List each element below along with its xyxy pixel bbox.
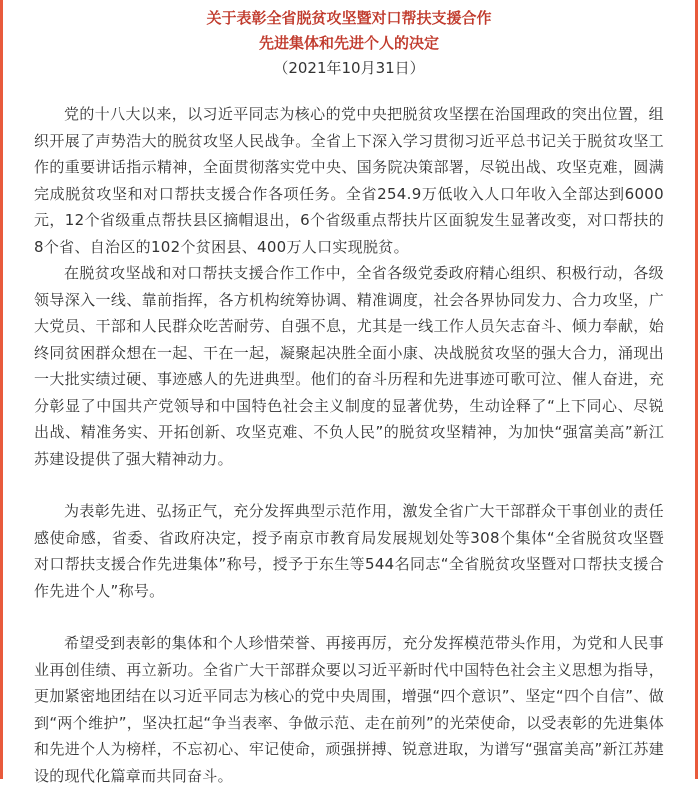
document-title: [34, 0, 664, 56]
paragraph-gap: [34, 472, 664, 498]
paragraph-4: 希望受到表彰的集体和个人珍惜荣誉、再接再厉，充分发挥模范带头作用，为党和人民事业再创佳绩、再立新功。全省广大干部群众要以习近平新时代中国特色社会主义思想为指导，更加紧密地团结在以习近平同志为核心的党中央周围，增强“四个意识”、坚定“四个自信”、做到“两个维护”，坚决扛起“争当表率、争做示范、走在前列”的光荣使命，以受表彰的先进集体和先进个人为榜样，不忘初心、牢记使命，顽强拼搏、锐意进取，为谱写“强富美高”新江苏建设的现代化篇章而共同奋斗。: [34, 634, 664, 785]
paragraph-gap: [34, 604, 664, 630]
paragraph-1: 党的十八大以来，以习近平同志为核心的党中央把脱贫攻坚摆在治国理政的突出位置，组织开展了声势浩大的脱贫攻坚人民战争。全省上下深入学习贯彻习近平总书记关于脱贫攻坚工作的重要讲话指示精神，全面贯彻落实党中央、国务院决策部署，尽锐出战、攻坚克难，圆满完成脱贫攻坚和对口帮扶支援合作各项任务。全省254.9万低收入人口年收入全部达到6000元，12个省级重点帮扶县区摘帽退出，6个省级重点帮扶片区面貌发生显著改变，对口帮扶的8个省、自治区的102个贫困县、400万人口实现脱贫。: [34, 105, 664, 256]
document: [34, 0, 664, 789]
paragraph-2: 在脱贫攻坚战和对口帮扶支援合作工作中，全省各级党委政府精心组织、积极行动，各级领导深入一线、靠前指挥，各方机构统筹协调、精准调度，社会各界协同发力、合力攻坚，广大党员、干部和人民群众吃苦耐劳、自强不息，尤其是一线工作人员矢志奋斗、倾力奉献，始终同贫困群众想在一起、干在一起，凝聚起决胜全面小康、决战脱贫攻坚的强大合力，涌现出一大批实绩过硬、事迹感人的先进典型。他们的奋斗历程和先进事迹可歌可泣、催人奋进，充分彰显了中国共产党领导和中国特色社会主义制度的显著优势，生动诠释了“上下同心、尽锐出战、精准务实、开拓创新、攻坚克难、不负人民”的脱贫攻坚精神，为加快“强富美高”新江苏建设提供了强大精神动力。: [34, 264, 664, 468]
title-line-1: 关于表彰全省脱贫攻坚暨对口帮扶支援合作: [206, 9, 492, 27]
paragraph-3: 为表彰先进、弘扬正气，充分发挥典型示范作用，激发全省广大干部群众干事创业的责任感使命感，省委、省政府决定，授予南京市教育局发展规划处等308个集体“全省脱贫攻坚暨对口帮扶支援合作先进集体”称号，授予于东生等544名同志“全省脱贫攻坚暨对口帮扶支援合作先进个人”称号。: [34, 502, 664, 600]
title-line-2: 先进集体和先进个人的决定: [258, 34, 439, 52]
document-date: （2021年10月31日）: [273, 59, 425, 77]
